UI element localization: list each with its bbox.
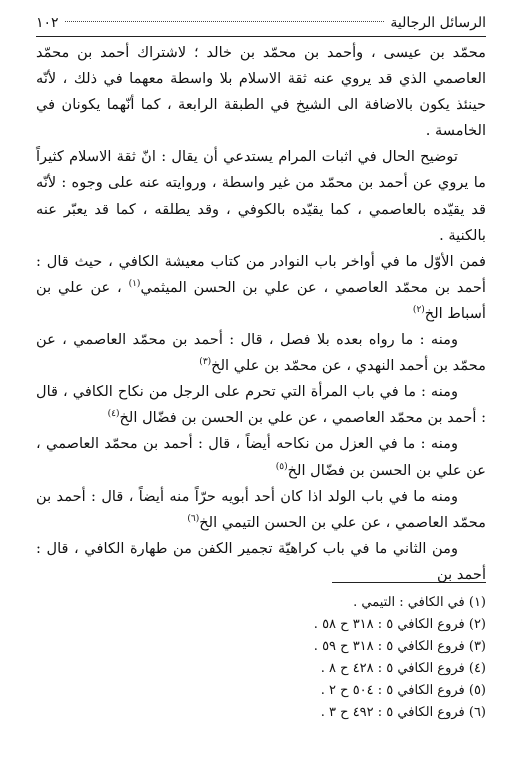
running-title: الرسائل الرجالية: [390, 15, 486, 31]
text-line: ومنه : ما في باب المرأة التي تحرم على الرجل من نكاح الكافي ، قال : أحمد بن: [36, 383, 486, 427]
footnote-marker: (٢): [412, 305, 425, 316]
text-line: النهدي ، عن محمّد بن علي الخ: [211, 357, 395, 375]
text-line: الشيخ في الطبقة الرابعة ، كما أنّهما يكونان في الخامسة .: [36, 96, 486, 140]
page-number: ١٠٢: [36, 15, 59, 31]
paragraph: [36, 536, 486, 588]
footnote: (٢) فروع الكافي ٥ : ٣١٨ ح ٥٨ .: [313, 617, 486, 632]
header-rule: [36, 36, 486, 37]
text-line: ومنه ما في باب الولد اذا كان أحد أبويه حرّاً منه أيضاً ، قال : أحمد بن محمّد: [36, 487, 486, 531]
text-line: ، عن علي بن أسباط الخ: [36, 278, 486, 322]
text-line: فمن الأوّل ما في أواخر باب النوادر من كتاب معيشة الكافي ، حيث قال : أحمد: [36, 252, 486, 296]
paragraph: [36, 431, 486, 483]
paragraph: [36, 484, 486, 536]
text-line: توضيح الحال في اثبات المرام يستدعي أن يقال : انّ ثقة الاسلام كثيراً ما يروي: [36, 148, 486, 192]
text-line: ومنه : ما رواه بعده بلا فصل ، قال : أحمد بن محمّد العاصمي ، عن محمّد بن أحمد: [36, 331, 486, 375]
page-header: [36, 12, 486, 34]
paragraph: [36, 144, 486, 248]
header-dots: [65, 20, 385, 22]
paragraph: [36, 249, 486, 327]
footnote-marker: (٦): [187, 513, 200, 524]
text-line: قد يروي عنه ثقة الاسلام بلا واسطة معهما في ذلك ، لأنّه حينئذ يكون بالاضافة الى: [36, 70, 486, 114]
text-line: عن أحمد بن محمّد من غير واسطة ، وروايته عنه على وجوه : لأنّه قد يقيّده: [36, 174, 487, 218]
footnote-marker: (٥): [275, 461, 288, 472]
footnote-separator: [332, 582, 486, 583]
footnotes: [36, 592, 486, 724]
text-line: محمّد بن عيسى ، وأحمد بن محمّد بن خالد ؛ لاشتراك أحمد بن محمّد العاصمي الذي: [36, 44, 486, 88]
text-line: محمّد العاصمي ، عن علي بن الحسن بن فضّال الخ: [119, 409, 423, 427]
text-line: ومنه : ما في العزل من نكاحه أيضاً ، قال : أحمد بن محمّد العاصمي ، عن علي بن: [36, 435, 486, 479]
footnote: (٥) فروع الكافي ٥ : ٥٠٤ ح ٢ .: [320, 683, 486, 698]
footnote-marker: (١): [128, 278, 141, 289]
text-line: ومن الثاني ما في باب كراهيّة تجمير الكفن من طهارة الكافي ، قال : أحمد بن: [36, 539, 486, 583]
footnote-marker: (٤): [107, 409, 120, 420]
text-line: بالعاصمي ، كما يقيّده بالكوفي ، وقد يطلقه ، كما قد يعبّر عنه بالكنية .: [36, 200, 486, 244]
footnote: (١) في الكافي : التيمي .: [353, 595, 486, 610]
text-line: الحسن بن فضّال الخ: [287, 461, 412, 479]
paragraph: [36, 379, 486, 431]
footnote: (٤) فروع الكافي ٥ : ٤٢٨ ح ٨ .: [320, 661, 486, 676]
footnote: (٦) فروع الكافي ٥ : ٤٩٢ ح ٣ .: [320, 705, 486, 720]
text-line: العاصمي ، عن علي بن الحسن التيمي الخ: [199, 513, 449, 531]
body-text: [36, 40, 486, 588]
footnote: (٣) فروع الكافي ٥ : ٣١٨ ح ٥٩ .: [313, 639, 486, 654]
text-line: بن محمّد العاصمي ، عن علي بن الحسن الميثمي: [140, 278, 451, 296]
paragraph: [36, 40, 486, 144]
paragraph: [36, 327, 486, 379]
footnote-marker: (٣): [199, 357, 212, 368]
